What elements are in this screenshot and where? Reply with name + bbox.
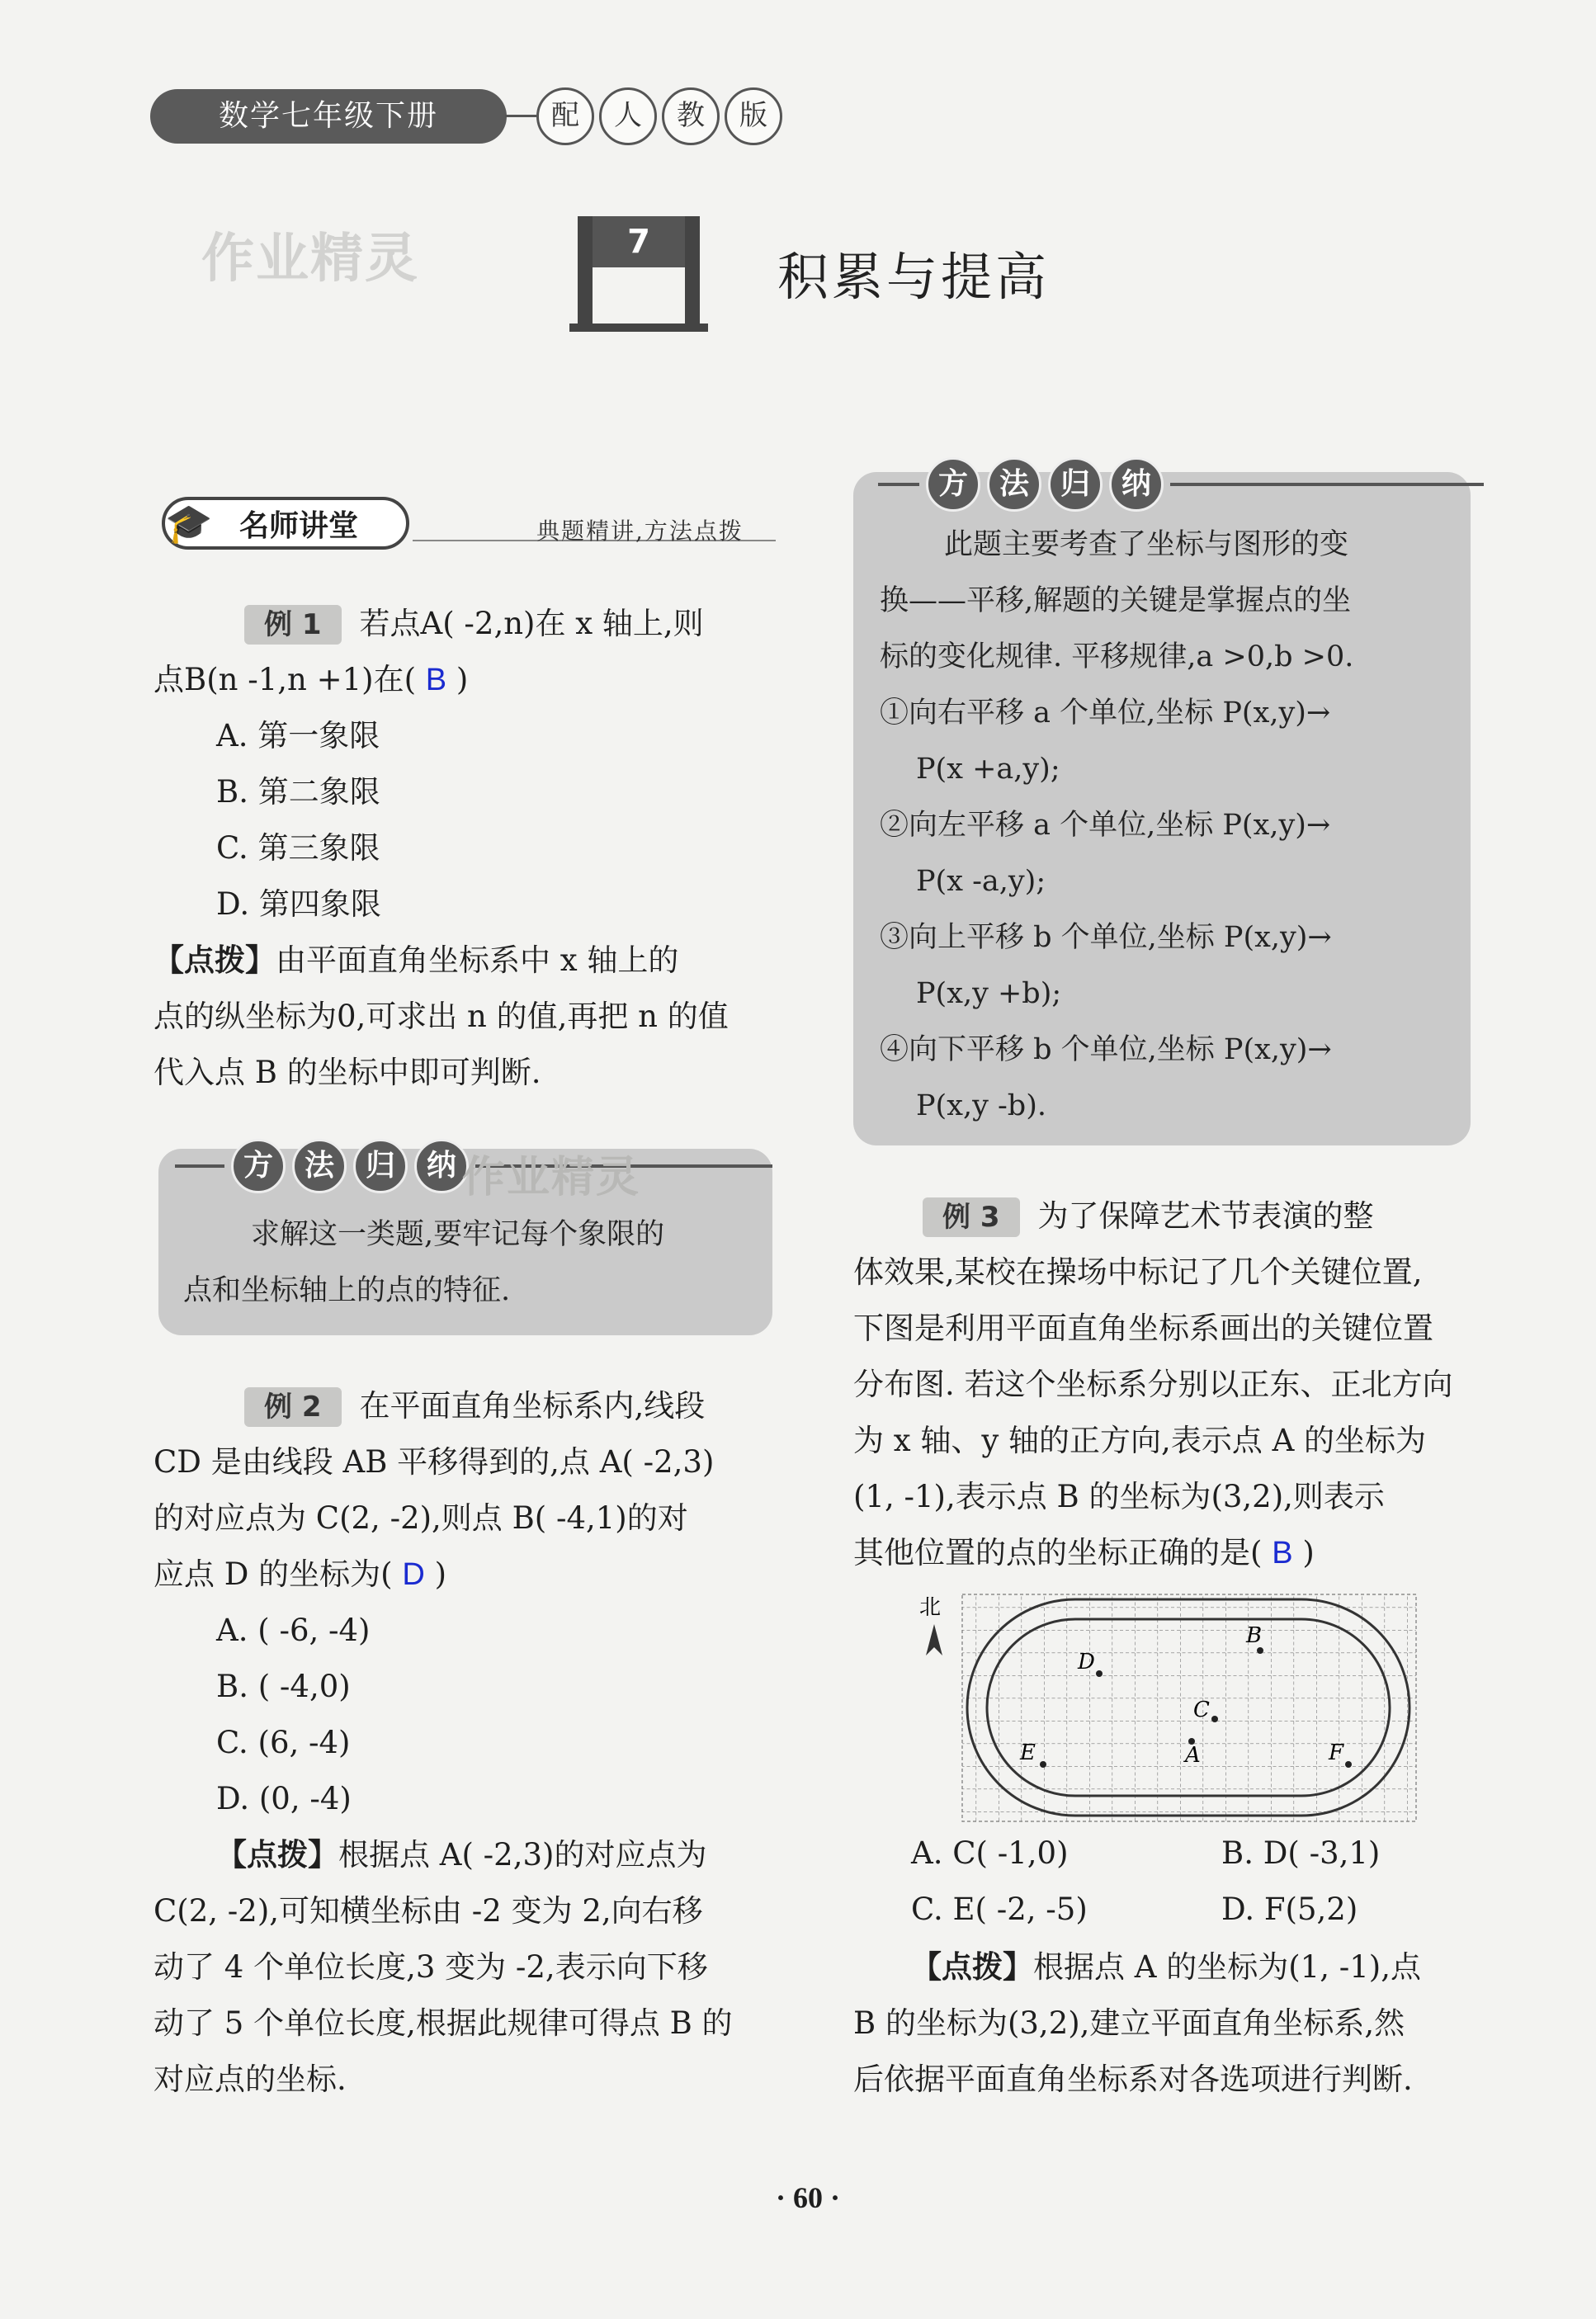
- tip-text: B 的坐标为(3,2),建立平面直角坐标系,然: [853, 2005, 1405, 2041]
- tip-text: 代入点 B 的坐标中即可判断.: [153, 1055, 541, 1090]
- example3-tip: [853, 1939, 1480, 2108]
- method-title-char: 法: [292, 1139, 347, 1193]
- option-item: B. 第二象限: [216, 774, 380, 810]
- edition-char: 人: [599, 87, 657, 145]
- method-title-char: 归: [353, 1139, 408, 1193]
- tip-text: 由平面直角坐标系中 x 轴上的: [276, 942, 679, 978]
- example-text: 应点 D 的坐标为(: [153, 1556, 393, 1592]
- point-F: [1345, 1761, 1352, 1768]
- option-item: D. F(5,2): [1221, 1892, 1358, 1927]
- example-text: 体效果,某校在操场中标记了几个关键位置,: [853, 1254, 1423, 1290]
- edition-char: 教: [662, 87, 720, 145]
- track-map-svg: [908, 1585, 1419, 1824]
- chapter-frame-left: [578, 216, 593, 332]
- method-title-char: 方: [926, 457, 980, 512]
- option-item: A. ( -6, -4): [216, 1613, 371, 1648]
- point-E: [1040, 1761, 1046, 1768]
- option-item: A. C( -1,0): [911, 1835, 1069, 1871]
- example3: [853, 1188, 1480, 1581]
- example-text: ): [1302, 1535, 1315, 1570]
- chapter-frame-right: [685, 216, 700, 332]
- watermark-logo: 作业精灵: [201, 229, 419, 290]
- option-item: A. 第一象限: [216, 718, 380, 753]
- example-text: (1, -1),表示点 B 的坐标为(3,2),则表示: [853, 1479, 1385, 1514]
- method-title-char: 方: [231, 1139, 286, 1193]
- edition-badge: [536, 87, 782, 145]
- example-text: ): [456, 662, 469, 697]
- graduation-cap-icon: 🎓: [165, 501, 213, 546]
- point-C-label: C: [1193, 1698, 1210, 1722]
- point-F-label: F: [1329, 1740, 1344, 1765]
- answer-mark: B: [425, 663, 447, 697]
- point-C: [1211, 1716, 1218, 1722]
- point-B-label: B: [1246, 1623, 1263, 1648]
- point-D-label: D: [1078, 1650, 1095, 1674]
- chapter-title: 积累与提高: [777, 247, 1051, 307]
- method-title-char: 纳: [1109, 457, 1164, 512]
- answer-mark: B: [1272, 1536, 1293, 1570]
- north-label: 北: [919, 1595, 942, 1620]
- tip-text: 根据点 A( -2,3)的对应点为: [338, 1837, 707, 1873]
- method-text-2: 此题主要考查了坐标与图形的变 换——平移,解题的关键是掌握点的坐 标的变化规律. 平移规律,a >0,b >0. ①向右平移 a 个单位,坐标 P(x,y)→ P(x +a,y); ②向左平移 a 个单位,坐标 P(x,y)→ P(x -a,y); ③向上平移 b 个单位,坐标 P(x,y)→ P(x,y +b); ④向下平移 b 个单位,坐标 P(x,y)→ P(x,y -b).: [880, 528, 1354, 1122]
- section-subtitle: 典题精讲,方法点拨: [536, 517, 744, 545]
- edition-char: 配: [536, 87, 594, 145]
- method-title-2: [878, 457, 1484, 512]
- example-label: 例 3: [923, 1197, 1020, 1237]
- example-text: CD 是由线段 AB 平移得到的,点 A( -2,3): [153, 1444, 715, 1480]
- edition-char: 版: [725, 87, 782, 145]
- north-arrow-icon: [926, 1624, 942, 1655]
- point-D: [1096, 1670, 1103, 1677]
- point-A-label: A: [1185, 1743, 1201, 1768]
- tip-text: C(2, -2),可知横坐标由 -2 变为 2,向右移: [153, 1893, 703, 1929]
- section-title: 名师讲堂: [162, 497, 409, 550]
- example-text: 的对应点为 C(2, -2),则点 B( -4,1)的对: [153, 1500, 688, 1536]
- tip-label: 【点拨】: [911, 1949, 1033, 1985]
- track-map-figure: [908, 1585, 1419, 1824]
- option-item: C. (6, -4): [216, 1725, 351, 1760]
- tip-label: 【点拨】: [216, 1837, 338, 1873]
- example2: [153, 1378, 781, 2108]
- example-text: 下图是利用平面直角坐标系画出的关键位置: [853, 1311, 1433, 1346]
- example-text: 点B(n -1,n +1)在(: [153, 662, 417, 697]
- method-title-char: 归: [1048, 457, 1103, 512]
- tip-label: 【点拨】: [153, 942, 276, 978]
- option-item: B. ( -4,0): [216, 1669, 351, 1704]
- tip-text: 动了 4 个单位长度,3 变为 -2,表示向下移: [153, 1949, 708, 1985]
- option-item: D. (0, -4): [216, 1781, 352, 1816]
- chapter-number: 7: [593, 216, 685, 267]
- point-E-label: E: [1020, 1740, 1036, 1765]
- option-item: C. E( -2, -5): [911, 1892, 1088, 1927]
- method-title-char: 法: [987, 457, 1041, 512]
- example-text: 为了保障艺术节表演的整: [1037, 1198, 1374, 1234]
- point-B: [1257, 1647, 1263, 1654]
- tip-text: 后依据平面直角坐标系对各选项进行判断.: [853, 2062, 1413, 2097]
- option-item: D. 第四象限: [216, 886, 381, 922]
- option-item: B. D( -3,1): [1221, 1835, 1381, 1871]
- example-text: 若点A( -2,n)在 x 轴上,则: [359, 606, 704, 641]
- answer-mark: D: [402, 1557, 425, 1592]
- header-connector: [505, 115, 536, 117]
- example-text: ): [434, 1556, 447, 1592]
- example3-options: [911, 1825, 1489, 1938]
- method-title-char: 纳: [414, 1139, 469, 1193]
- example1: [153, 596, 781, 1101]
- watermark-logo: 作业精灵: [462, 1153, 641, 1202]
- book-title-badge: 数学七年级下册: [150, 89, 507, 144]
- example-text: 分布图. 若这个坐标系分别以正东、正北方向: [853, 1367, 1453, 1402]
- chapter-frame-base: [569, 324, 708, 332]
- example-text: 其他位置的点的坐标正确的是(: [853, 1535, 1263, 1570]
- tip-text: 点的纵坐标为0,可求出 n 的值,再把 n 的值: [153, 999, 729, 1034]
- method-text-1: 求解这一类题,要牢记每个象限的 点和坐标轴上的点的特征.: [183, 1218, 665, 1307]
- example-label: 例 1: [244, 605, 342, 645]
- example-label: 例 2: [244, 1387, 342, 1427]
- example-text: 为 x 轴、y 轴的正方向,表示点 A 的坐标为: [853, 1423, 1427, 1458]
- example-text: 在平面直角坐标系内,线段: [359, 1388, 706, 1424]
- page-number: · 60 ·: [776, 2181, 841, 2214]
- tip-text: 动了 5 个单位长度,根据此规律可得点 B 的: [153, 2005, 733, 2041]
- tip-text: 对应点的坐标.: [153, 2062, 347, 2097]
- grid: [962, 1594, 1416, 1821]
- tip-text: 根据点 A 的坐标为(1, -1),点: [1033, 1949, 1421, 1985]
- option-item: C. 第三象限: [216, 830, 380, 866]
